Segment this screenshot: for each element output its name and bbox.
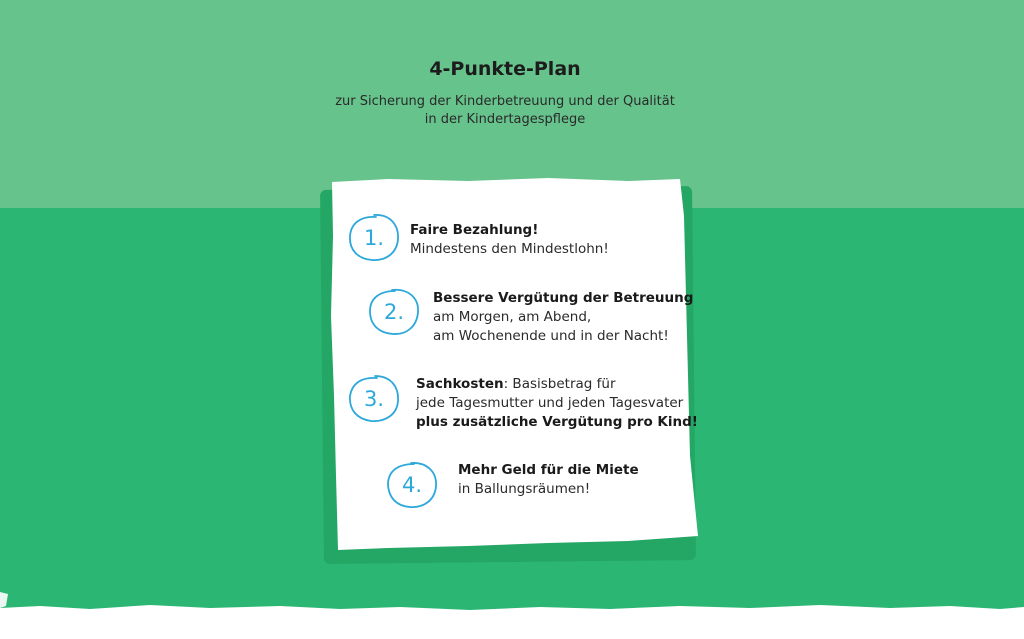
item-line-4-1: in Ballungsräumen! — [458, 481, 591, 497]
item-line-3-2: plus zusätzliche Vergütung pro Kind! — [416, 414, 698, 430]
number-badge-3 — [346, 373, 402, 425]
number-badge-2 — [366, 286, 422, 338]
torn-paper-bottom-edge — [0, 592, 1024, 639]
number-badge-1 — [346, 212, 402, 264]
item-line-1-1: Mindestens den Mindestlohn! — [410, 241, 609, 257]
item-text-2 — [433, 289, 693, 346]
item-text-4 — [458, 461, 639, 499]
item-line-2-1: am Morgen, am Abend, — [433, 309, 592, 325]
number-label-3: 3. — [363, 387, 385, 411]
item-text-1 — [410, 221, 609, 259]
number-badge-4 — [384, 459, 440, 511]
page-subtitle — [0, 93, 1010, 129]
item-text-3 — [416, 375, 698, 432]
subtitle-line-1: zur Sicherung der Kinderbetreuung und der Qualität — [335, 94, 675, 109]
page-title: 4-Punkte-Plan — [429, 58, 581, 80]
item-line-2-2: am Wochenende und in der Nacht! — [433, 328, 669, 344]
subtitle-line-2: in der Kindertagespflege — [424, 112, 586, 127]
number-label-1: 1. — [363, 226, 385, 250]
item-heading-3: Sachkosten — [416, 376, 504, 392]
item-heading-suffix-3: : Basisbetrag für — [503, 376, 616, 392]
number-label-4: 4. — [401, 473, 423, 497]
item-heading-4: Mehr Geld für die Miete — [458, 462, 639, 478]
item-heading-1: Faire Bezahlung! — [410, 222, 539, 238]
number-label-2: 2. — [383, 300, 405, 324]
item-heading-2: Bessere Vergütung der Betreuung — [433, 290, 694, 306]
plan-card — [328, 176, 700, 552]
item-line-3-1: jede Tagesmutter und jeden Tagesvater — [416, 395, 684, 411]
